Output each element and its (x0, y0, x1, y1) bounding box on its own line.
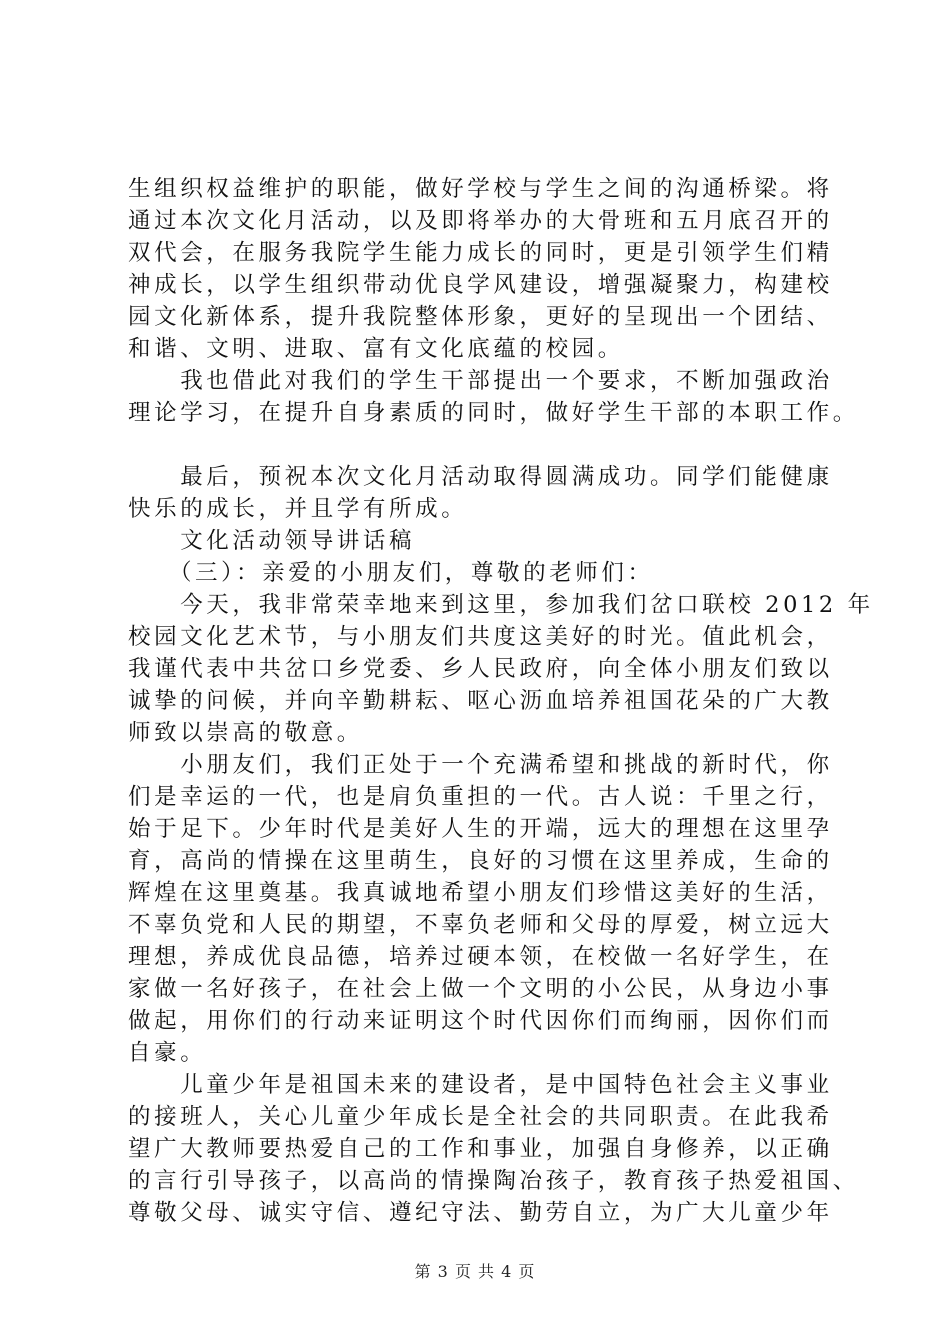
text-line: 儿童少年是祖国未来的建设者，是中国特色社会主义事业 (128, 1072, 833, 1098)
page-footer: 第 3 页 共 4 页 (414, 1262, 536, 1281)
document-body (128, 173, 874, 1229)
text-line: 自豪。 (128, 1040, 207, 1066)
text-line: 辉煌在这里奠基。我真诚地希望小朋友们珍惜这美好的生活， (128, 880, 833, 906)
text-line: 家做一名好孩子，在社会上做一个文明的小公民，从身边小事 (128, 976, 833, 1002)
text-line: 快乐的成长，并且学有所成。 (128, 496, 468, 522)
text-line: 理想，养成优良品德，培养过硬本领，在校做一名好学生，在 (128, 944, 833, 970)
text-line: 做起，用你们的行动来证明这个时代因你们而绚丽，因你们而 (128, 1008, 833, 1034)
text-line: 神成长，以学生组织带动优良学风建设，增强凝聚力，构建校 (128, 272, 833, 298)
text-line: 诚挚的问候，并向辛勤耕耘、呕心沥血培养祖国花朵的广大教 (128, 688, 833, 714)
text-line: 我谨代表中共岔口乡党委、乡人民政府，向全体小朋友们致以 (128, 656, 833, 682)
text-line: 师致以崇高的敬意。 (128, 720, 363, 746)
text-line: 们是幸运的一代，也是肩负重担的一代。古人说：千里之行， (128, 784, 833, 810)
text-line: 双代会，在服务我院学生能力成长的同时，更是引领学生们精 (128, 240, 833, 266)
text-line: 始于足下。少年时代是美好人生的开端，远大的理想在这里孕 (128, 816, 833, 842)
blank-line (128, 429, 843, 461)
text-line: 的言行引导孩子，以高尚的情操陶冶孩子，教育孩子热爱祖国、 (128, 1168, 859, 1194)
text-line: 生组织权益维护的职能，做好学校与学生之间的沟通桥梁。将 (128, 176, 833, 202)
text-line: 和谐、文明、进取、富有文化底蕴的校园。 (128, 336, 624, 362)
text-line: 今天，我非常荣幸地来到这里，参加我们岔口联校 2012 年 (128, 592, 874, 618)
text-line: 最后，预祝本次文化月活动取得圆满成功。同学们能健康 (128, 464, 833, 490)
text-line: 校园文化艺术节，与小朋友们共度这美好的时光。值此机会， (128, 624, 833, 650)
text-line: 通过本次文化月活动，以及即将举办的大骨班和五月底召开的 (128, 208, 833, 234)
text-line: 园文化新体系，提升我院整体形象，更好的呈现出一个团结、 (128, 304, 833, 330)
text-line: 小朋友们，我们正处于一个充满希望和挑战的新时代，你 (128, 752, 833, 778)
text-line: 理论学习，在提升自身素质的同时，做好学生干部的本职工作。 (128, 400, 859, 426)
text-line: 不辜负党和人民的期望，不辜负老师和父母的厚爱，树立远大 (128, 912, 833, 938)
text-line: 育，高尚的情操在这里萌生，良好的习惯在这里养成，生命的 (128, 848, 833, 874)
text-line: 我也借此对我们的学生干部提出一个要求，不断加强政治 (128, 368, 833, 394)
section-title: 文化活动领导讲话稿 (128, 528, 416, 554)
speech-salutation: （三）：亲爱的小朋友们，尊敬的老师们： (128, 560, 654, 586)
text-line: 望广大教师要热爱自己的工作和事业，加强自身修养，以正确 (128, 1136, 833, 1162)
text-line: 的接班人，关心儿童少年成长是全社会的共同职责。在此我希 (128, 1104, 833, 1130)
text-line: 尊敬父母、诚实守信、遵纪守法、勤劳自立，为广大儿童少年 (128, 1200, 833, 1226)
